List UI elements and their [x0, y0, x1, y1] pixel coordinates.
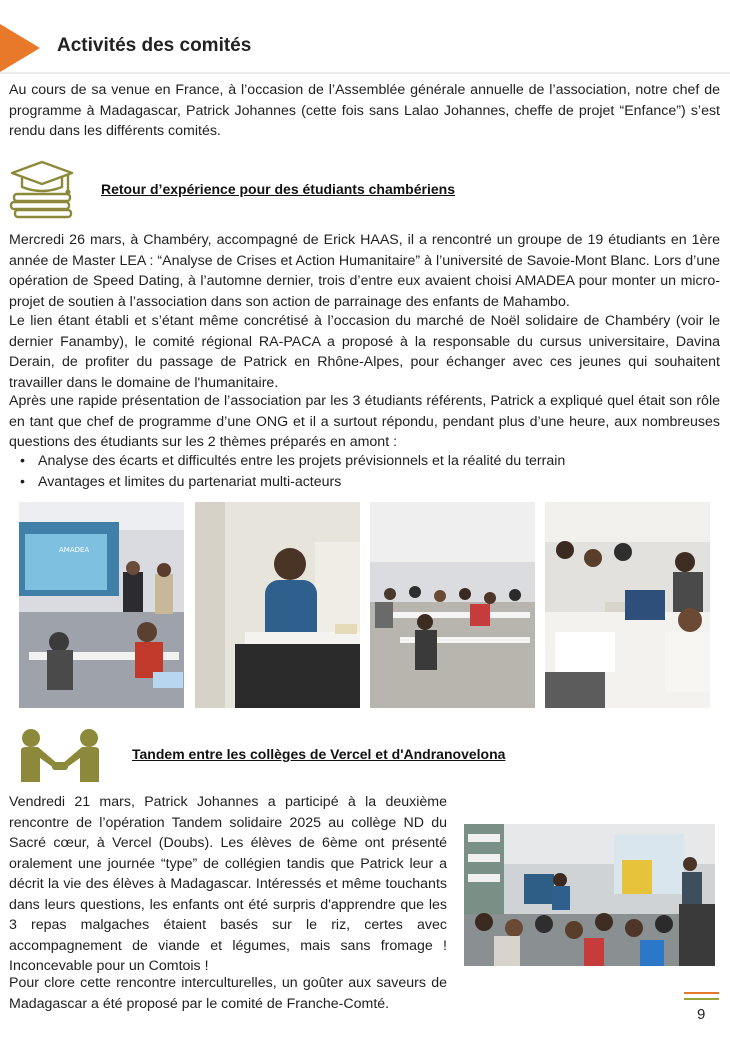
page-title: Activités des comités [57, 35, 252, 56]
handshake-people-icon [18, 728, 102, 787]
section1-paragraph-3: Après une rapide présentation de l’association par les 3 étudiants référents, Patrick a expliqué quel était son rôle en tant que chef de programme d’une ONG et il a surtout répondu, pendant plus d’une heure, aux nombreuses questions des étudiants sur les 2 thèmes préparés en amont : [9, 393, 720, 450]
photo-classroom-wide [370, 502, 535, 708]
section2-paragraph-1: Vendredi 21 mars, Patrick Johannes a participé à la deuxième rencontre de l’opération Tandem solidaire 2025 au collège ND du Sacré cœur, à Vercel (Doubs). Les élèves de 6ème ont présenté oralement une journée “type” de collégien tandis que Patrick leur a décrit la vie des élèves à Madagascar. Intéressés et même touchants dans leurs questions, les enfants ont été surpris d'apprendre que les 3 repas malgaches étaient basés sur le riz, certes avec accompagnement de viande et légumes, mais sans fromage ! Inconcevable pour un Comtois ! [9, 794, 447, 974]
section2-heading: Tandem entre les collèges de Vercel et d'Andranovelona [132, 746, 506, 762]
section2-paragraph-2: Pour clore cette rencontre interculturelles, un goûter aux saveurs de Madagascar a été proposé par le comité de Franche-Comté. [9, 975, 447, 1012]
photo-students-presentation [19, 502, 184, 708]
section1-bullet-list [38, 451, 565, 492]
title-arrow-decoration [0, 24, 40, 72]
photo-college-classroom [464, 824, 715, 966]
section1-paragraph-1: Mercredi 26 mars, à Chambéry, accompagné de Erick HAAS, il a rencontré un groupe de 19 étudiants en 1ère année de Master LEA : “Analyse de Crises et Action Humanitaire” à l’université de Savoie-Mont Blanc. Lors d’une opération de Speed Dating, à l’automne dernier, trois d’entre eux avaient choisi AMADEA pour monter un micro-projet de soutien à l’association dans son action de parrainage des enfants de Mahambo. [9, 232, 720, 310]
graduation-cap-books-icon [8, 160, 76, 225]
page-number: 9 [697, 1006, 706, 1023]
section1-heading: Retour d’expérience pour des étudiants chambériens [101, 181, 455, 197]
photo-students-laptops [545, 502, 710, 708]
title-divider [0, 72, 730, 74]
footer-line-orange [684, 992, 719, 994]
footer-line-green [684, 998, 719, 1000]
bullet-item: • Analyse des écarts et difficultés entre les projets prévisionnels et la réalité du terrain [38, 451, 565, 472]
photo-patrick-speaking [195, 502, 360, 708]
section1-paragraph-2: Le lien étant établi et s’étant même concrétisé à l’occasion du marché de Noël solidaire de Chambéry (voir le dernier Fanamby), le comité régional RA-PACA a proposé à la responsable du cursus universitaire, Davina Derain, de profiter du passage de Patrick en Rhône-Alpes, pour échanger avec ces jeunes qui souhaitent travailler dans le domaine de l'humanitaire. [9, 313, 720, 391]
slide-text: AMADEA [59, 546, 90, 554]
intro-paragraph: Au cours de sa venue en France, à l’occasion de l’Assemblée générale annuelle de l’association, notre chef de programme à Madagascar, Patrick Johannes (cette fois sans Lalao Johannes, cheffe de projet “Enfance”) s’est rendu dans les différents comités. [9, 82, 720, 139]
bullet-item: • Avantages et limites du partenariat multi-acteurs [38, 472, 565, 493]
